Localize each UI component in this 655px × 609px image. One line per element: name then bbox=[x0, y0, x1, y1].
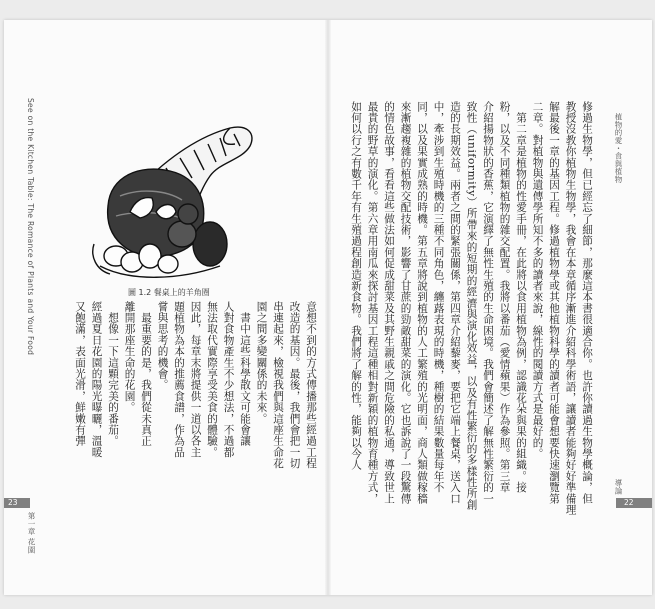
right-page-line: 如何以行之有數千年有生殖過程創造新食物。我們將了解的性，能夠以今人 bbox=[350, 101, 362, 471]
right-page-line: 介紹揚物狀的香蕉，它演繹了無性生殖的生命困境。我們會簡述了解無性繁衍的一 bbox=[482, 101, 494, 505]
left-page-line: 經過夏日花園的陽光曝曬，溫暖 bbox=[90, 301, 103, 458]
right-page-line: 最貴的野草的演化。第六章用南瓜來探討基因工程這種相對新穎的植物育種方式， bbox=[366, 101, 379, 505]
right-running-head: 植物的愛・食與植物 bbox=[614, 113, 623, 184]
right-page-line: 第二章是植物的性愛手冊，在此將以食用植物為例，認識花朵與果的組織。接 bbox=[515, 101, 527, 493]
right-page-line: 解最後一章的基因工程。修過植物學或其他植物科學的讀者可能會想要快速瀏覽第 bbox=[548, 101, 560, 505]
left-page-line: 因此，每章末將提供一道以各主 bbox=[189, 301, 202, 458]
right-body-text bbox=[348, 101, 596, 516]
figure-caption: 圖 1.2 餐桌上的羊角圈 bbox=[128, 288, 210, 297]
left-page-number: 23 bbox=[8, 498, 18, 507]
left-page-line: 無法取代實際享受美食的體驗。 bbox=[206, 301, 218, 458]
right-page-line: 同，以及果實成熟的時機。第五章將說到植物的人工繁殖的光明面，商人類做稼穡 bbox=[416, 101, 428, 505]
right-page-line: 二章。對植物與遺傳學所知不多的讀者來說，線性的閱讀方式是最好的。 bbox=[531, 101, 544, 460]
right-page-line: 來漸趨複雜的植物交配技術，影響了甘蔗的勁敵甜菜的演化。它也訴說了一段驚傳 bbox=[399, 101, 412, 505]
left-page-line: 意想不到的方式傳播那些經過工程 bbox=[305, 301, 317, 469]
left-page-line: 園之間多變關係的未來。 bbox=[255, 301, 268, 425]
left-page-line: 又飽滿，表面光滑，鮮嫩有彈 bbox=[74, 301, 86, 447]
left-page-line: 人對食物產生不少想法，不過都 bbox=[222, 301, 235, 458]
left-page-line: 最重要的是，我們從未真正 bbox=[140, 301, 152, 447]
right-page-line: 中，牽涉到生殖時機的三種不同角色，纏蕗表現的時機，種樹的結果數量每年不 bbox=[432, 101, 445, 493]
croissant-illustration bbox=[70, 116, 260, 284]
left-page-line: 串連起來，檢視我們與這座生命花 bbox=[272, 301, 284, 469]
right-page-line: 的情色故事，看看這些做法如何促成甜菜及其野生親戚之間危險的私通，導致世上 bbox=[383, 101, 395, 505]
right-page-number: 22 bbox=[624, 498, 634, 507]
left-page-line: 離開那座生命的花園。 bbox=[123, 301, 136, 413]
right-page-line: 教授沒教你植物生物學，我會在本章循序漸進介紹科學術語，讓讀者能夠好好準備理 bbox=[564, 101, 577, 516]
right-page-line: 修過生物學，但已經忘了細節，那麼這本書很適合你。也許你讀過生物學概論，但 bbox=[581, 101, 593, 505]
right-page-number-bar bbox=[616, 498, 652, 508]
left-running-head: See on the Kitchen Table: The Romance of Plants and Your Food bbox=[26, 98, 35, 356]
left-page-line: 題植物為本的推薦食譜，作為品 bbox=[173, 301, 185, 458]
right-chapter-label: 導論 bbox=[614, 479, 623, 495]
left-page-line: 想像一下這顆完美的番茄。 bbox=[107, 301, 119, 447]
left-page-line: 改造的基因。最後，我們會把一切 bbox=[288, 301, 301, 469]
book-gutter bbox=[325, 20, 331, 595]
left-chapter-label: 第一章 花園 bbox=[27, 512, 36, 554]
right-page-line: 造的長期效益。兩者之間的緊張關係，第四章介紹藜麥，要把它端上餐桌，送入口 bbox=[449, 101, 461, 505]
left-page-line: 嘗與思考的機會。 bbox=[156, 301, 169, 391]
left-body-text bbox=[72, 301, 320, 526]
left-page-number-bar bbox=[4, 498, 30, 508]
right-page-line: 致性（uniformity）所帶來的短期的經濟與演化效益，以及有性繁衍的多樣性所創 bbox=[465, 101, 478, 511]
right-page-line: 粉，以及不同種類植物的雜交配置。我將以番茄（愛情蘋果）作為參照。第三章 bbox=[498, 101, 511, 493]
left-page-line: 書中這些科學散文可能會讓 bbox=[239, 301, 251, 447]
